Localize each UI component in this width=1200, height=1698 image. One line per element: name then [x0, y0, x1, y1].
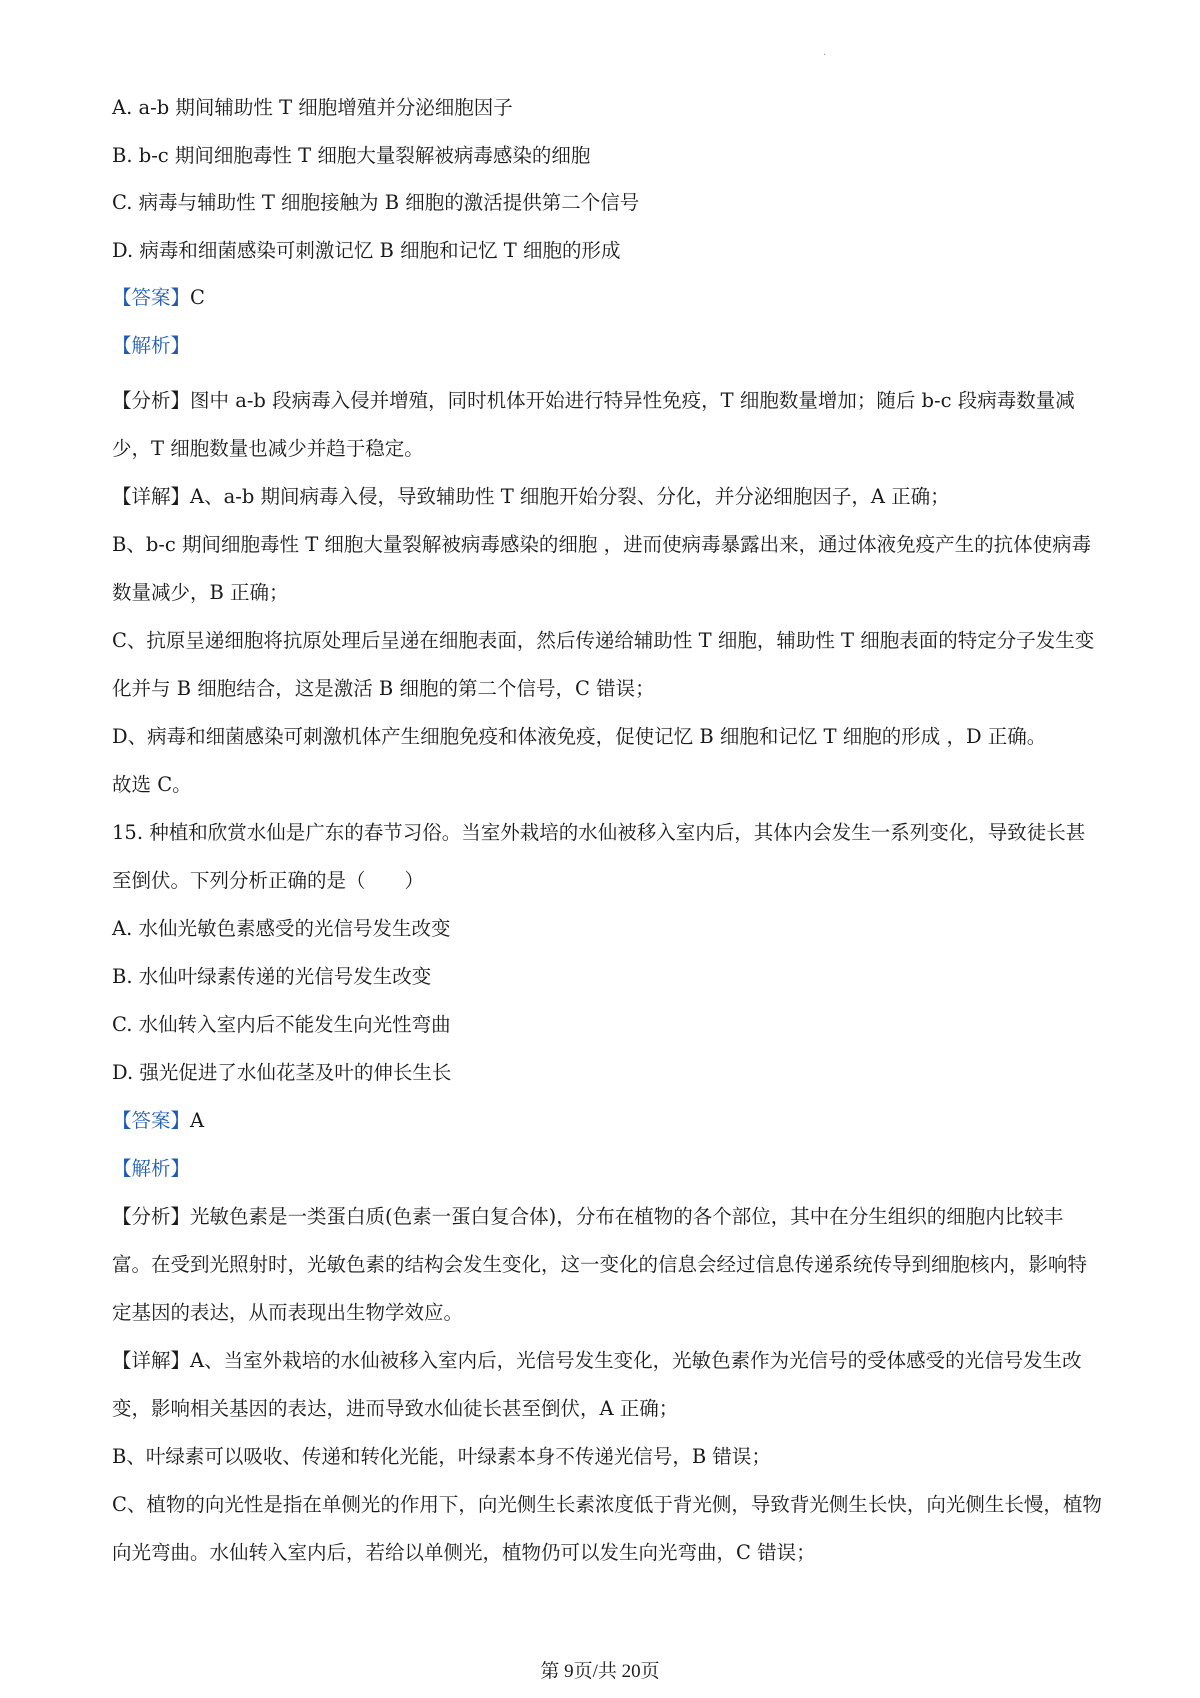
- q14-xiangjie-c: C、抗原呈递细胞将抗原处理后呈递在细胞表面，然后传递给辅助性 T 细胞，辅助性 T 细胞表面的特定分子发生变化并与 B 细胞结合，这是激活 B 细胞的第二个信号，C 错误；: [112, 628, 1095, 700]
- q15-fenxi: [112, 1193, 1102, 1337]
- q15-xiangjie-label: 【详解】: [112, 1348, 191, 1372]
- q14-option-a: A. a-b 期间辅助性 T 细胞增殖并分泌细胞因子: [112, 96, 513, 119]
- q14-fenxi-text: 图中 a-b 段病毒入侵并增殖，同时机体开始进行特异性免疫，T 细胞数量增加；随后 b-c 段病毒数量减少，T 细胞数量也减少并趋于稳定。: [112, 388, 1075, 460]
- page-footer: 第 9页/共 20页: [540, 1661, 660, 1682]
- q15-stem: 15. 种植和欣赏水仙是广东的春节习俗。当室外栽培的水仙被移入室内后，其体内会发生一系列变化，导致徒长甚至倒伏。下列分析正确的是（ ）: [112, 820, 1086, 892]
- q14-fenxi-label: 【分析】: [112, 388, 191, 412]
- q15-xiangjie-a-text: A、当室外栽培的水仙被移入室内后，光信号发生变化，光敏色素作为光信号的受体感受的光信号发生改变，影响相关基因的表达，进而导致水仙徒长甚至倒伏，A 正确；: [112, 1348, 1082, 1420]
- corner-mark: ·: [823, 50, 827, 61]
- q15-answer: [112, 1097, 1102, 1145]
- q14-xiangjie-label: 【详解】: [112, 484, 191, 508]
- q14-option-b: B. b-c 期间细胞毒性 T 细胞大量裂解被病毒感染的细胞: [112, 143, 591, 167]
- q14-option-c: C. 病毒与辅助性 T 细胞接触为 B 细胞的激活提供第二个信号: [112, 191, 640, 215]
- page-content: [112, 96, 1102, 1577]
- q14-analysis-label: 【解析】: [112, 333, 191, 357]
- q14-answer-label: 【答案】: [112, 286, 191, 310]
- q14-conclusion: 故选 C。: [112, 772, 192, 796]
- q14-answer: [112, 286, 1102, 309]
- q15-analysis-label: 【解析】: [112, 1156, 191, 1180]
- q15-option-a: A. 水仙光敏色素感受的光信号发生改变: [112, 916, 451, 940]
- q14-xiangjie-a: [112, 473, 1102, 521]
- q15-fenxi-text: 光敏色素是一类蛋白质(色素一蛋白复合体)，分布在植物的各个部位，其中在分生组织的细胞内比较丰富。在受到光照射时，光敏色素的结构会发生变化，这一变化的信息会经过信息传递系统传导到细胞核内，影响特定基因的表达，从而表现出生物学效应。: [112, 1204, 1088, 1324]
- q14-xiangjie-d: D、病毒和细菌感染可刺激机体产生细胞免疫和体液免疫，促使记忆 B 细胞和记忆 T 细胞的形成 ，D 正确。: [112, 724, 1047, 748]
- q14-answer-value: C: [190, 286, 205, 310]
- q14-fenxi: [112, 377, 1102, 473]
- q14-option-d: D. 病毒和细菌感染可刺激记忆 B 细胞和记忆 T 细胞的形成: [112, 238, 621, 262]
- q14-analysis-heading: [112, 334, 1102, 357]
- q14-xiangjie-a-text: A、a-b 期间病毒入侵，导致辅助性 T 细胞开始分裂、分化，并分泌细胞因子，A 正确；: [190, 484, 950, 508]
- q15-analysis-heading: [112, 1145, 1102, 1193]
- q15-xiangjie-c: C、植物的向光性是指在单侧光的作用下，向光侧生长素浓度低于背光侧，导致背光侧生长快，向光侧生长慢，植物向光弯曲。水仙转入室内后，若给以单侧光，植物仍可以发生向光弯曲，C 错误；: [112, 1492, 1102, 1564]
- q15-option-d: D. 强光促进了水仙花茎及叶的伸长生长: [112, 1060, 452, 1084]
- q15-xiangjie-a: [112, 1337, 1102, 1433]
- q15-option-c: C. 水仙转入室内后不能发生向光性弯曲: [112, 1012, 451, 1036]
- q15-xiangjie-b: B、叶绿素可以吸收、传递和转化光能，叶绿素本身不传递光信号，B 错误；: [112, 1444, 771, 1468]
- q15-fenxi-label: 【分析】: [112, 1204, 191, 1228]
- q14-xiangjie-b: B、b-c 期间细胞毒性 T 细胞大量裂解被病毒感染的细胞 ，进而使病毒暴露出来，通过体液免疫产生的抗体使病毒数量减少，B 正确；: [112, 532, 1092, 604]
- q15-option-b: B. 水仙叶绿素传递的光信号发生改变: [112, 964, 432, 988]
- q15-answer-value: A: [190, 1108, 205, 1132]
- q15-answer-label: 【答案】: [112, 1108, 191, 1132]
